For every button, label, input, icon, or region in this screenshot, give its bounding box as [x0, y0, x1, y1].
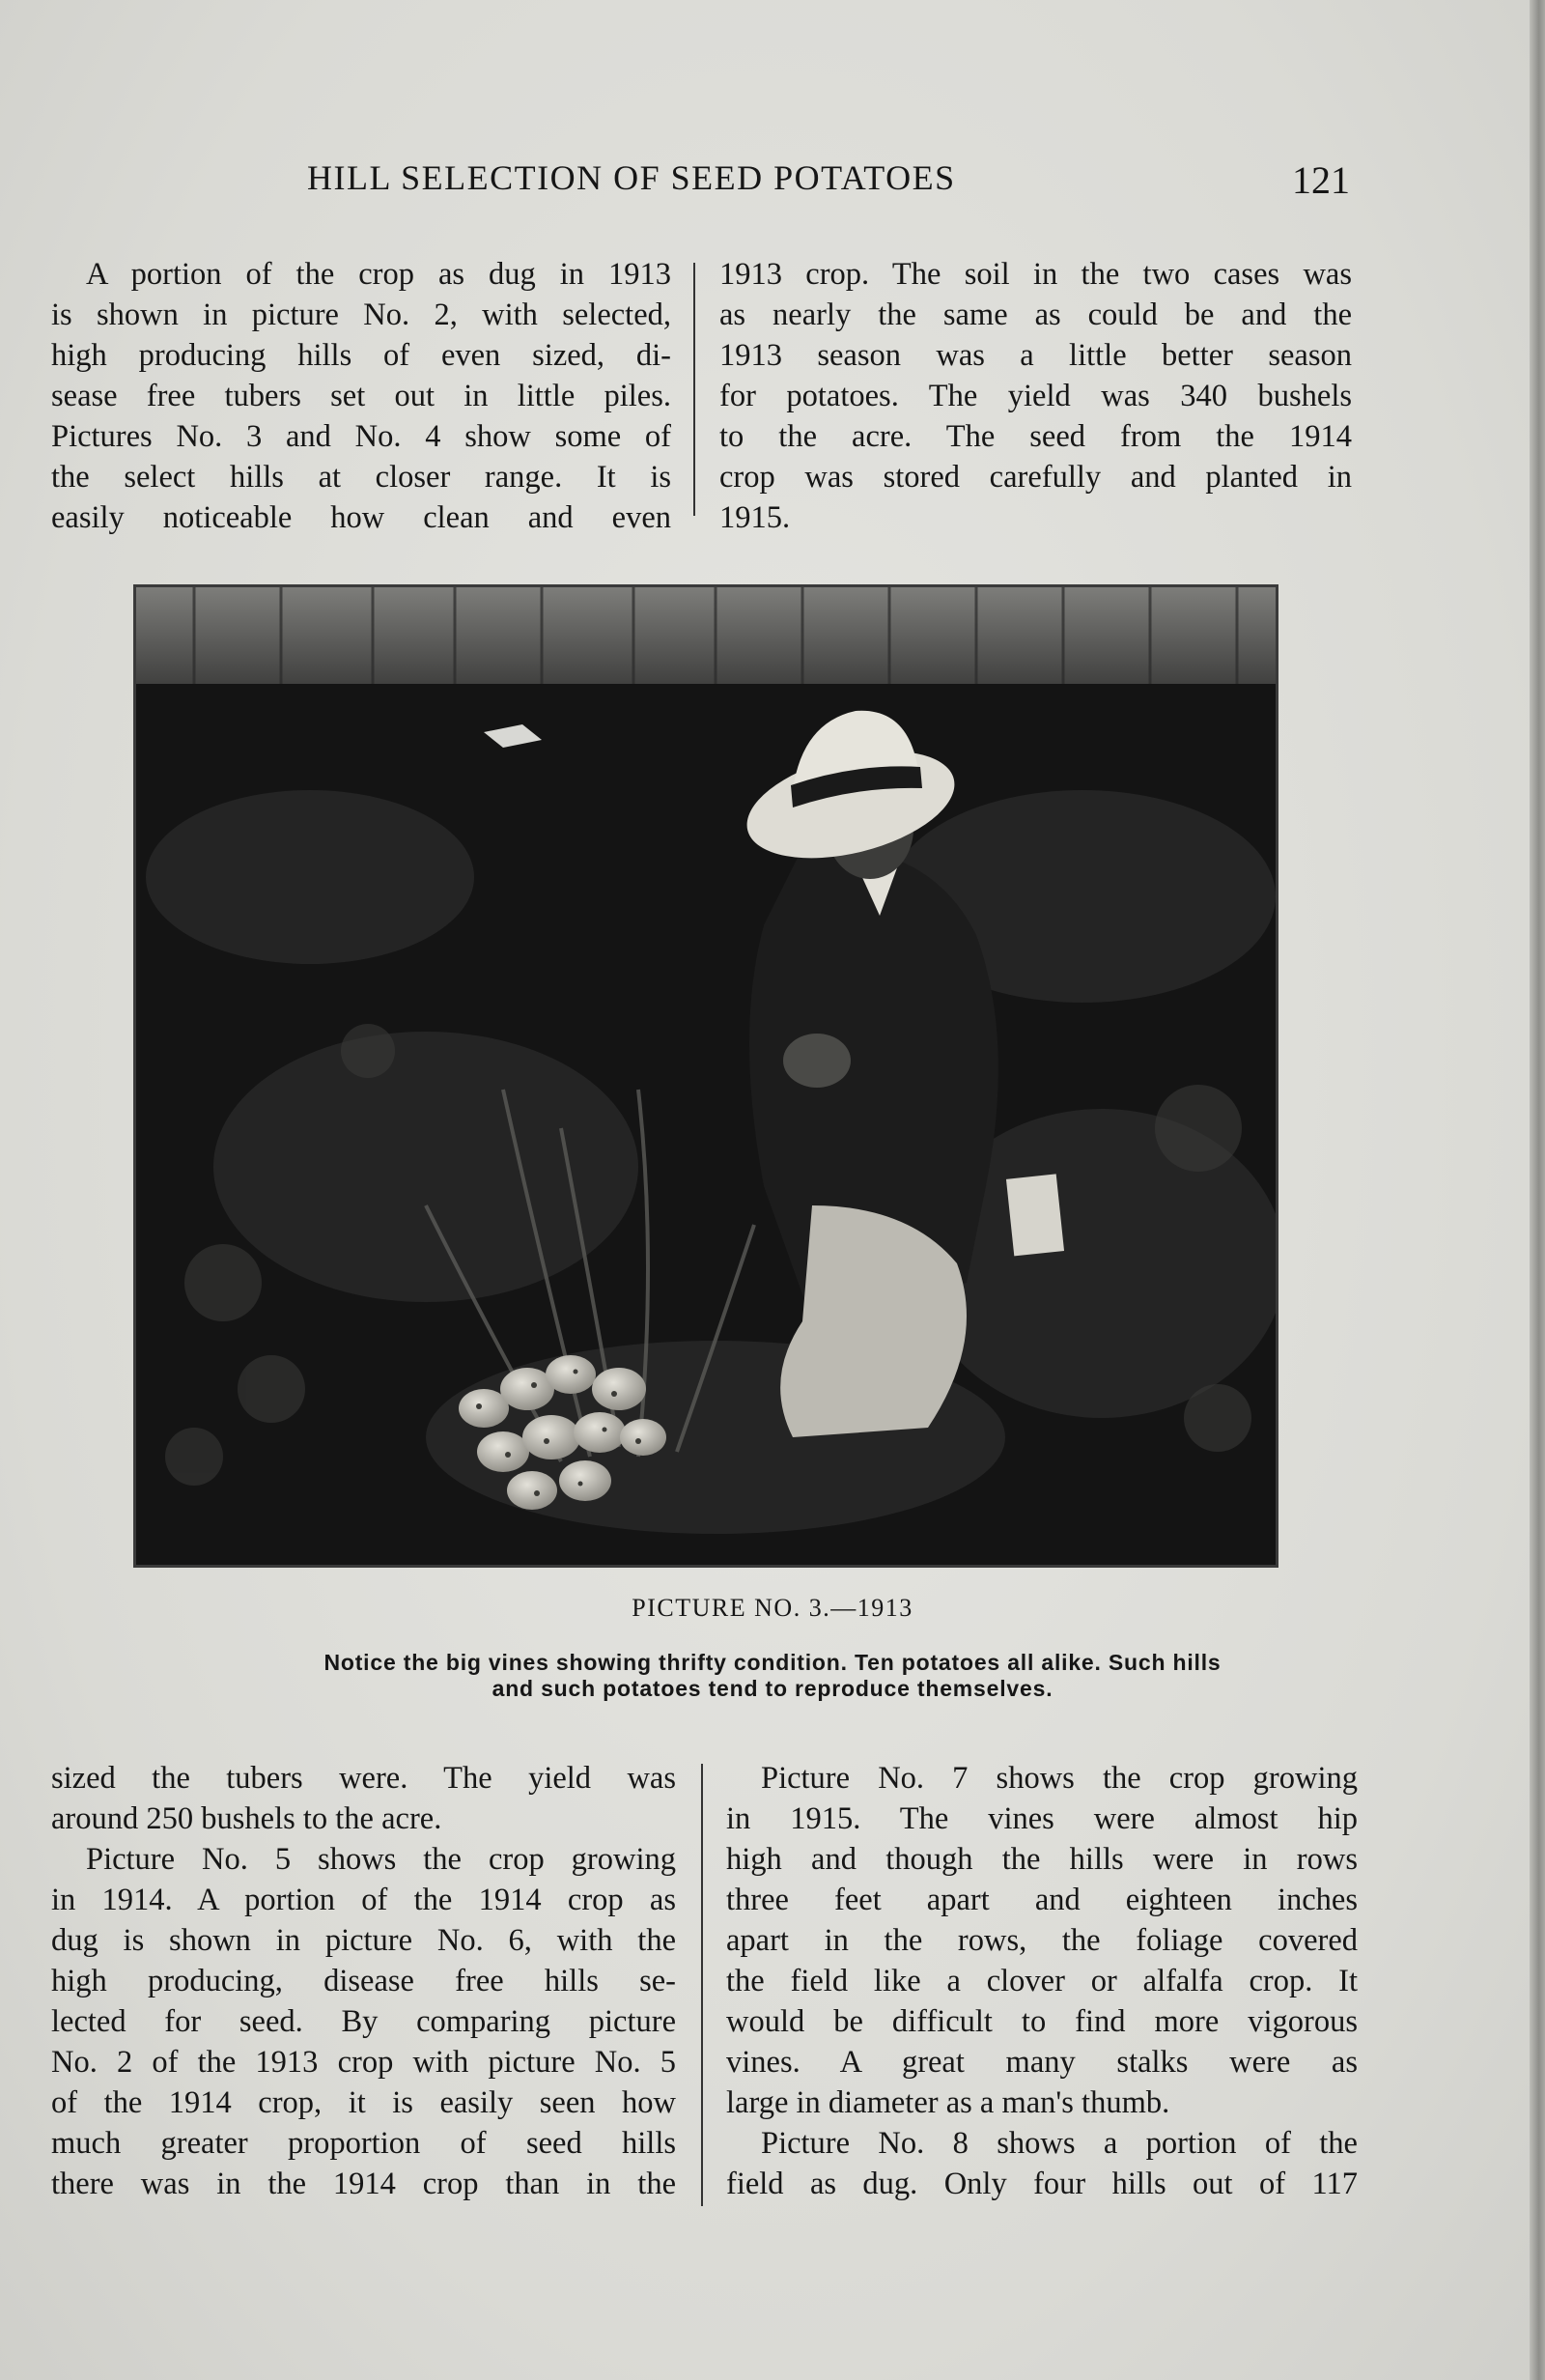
text-line: field as dug. Only four hills out of 117	[726, 2167, 1358, 2201]
text-line: No. 2 of the 1913 crop with picture No. 5	[51, 2045, 676, 2080]
column-divider	[693, 263, 695, 516]
figure-caption	[97, 1650, 1448, 1702]
text-line: much greater proportion of seed hills	[51, 2126, 676, 2161]
text-line: around 250 bushels to the acre.	[51, 1801, 442, 1836]
text-line: apart in the rows, the foliage covered	[726, 1923, 1358, 1958]
text-column-top-left	[51, 254, 671, 538]
caption-line: and such potatoes tend to reproduce themselves.	[492, 1676, 1053, 1701]
column-divider	[701, 1764, 703, 2206]
text-line: would be difficult to find more vigorous	[726, 2004, 1358, 2039]
text-line: high producing hills of even sized, di-	[51, 338, 671, 373]
text-line: vines. A great many stalks were as	[726, 2045, 1358, 2080]
text-line: three feet apart and eighteen inches	[726, 1883, 1358, 1917]
running-head	[307, 157, 1356, 206]
text-line: easily noticeable how clean and even	[51, 500, 671, 535]
text-line: to the acre. The seed from the 1914	[719, 419, 1352, 454]
text-line: Picture No. 8 shows a portion of the	[761, 2126, 1358, 2161]
text-line: Picture No. 7 shows the crop growing	[761, 1761, 1358, 1796]
paragraph	[51, 1758, 676, 1839]
photograph-man-kneeling-potato-hill	[133, 584, 1278, 1568]
text-line: Picture No. 5 shows the crop growing	[86, 1842, 676, 1877]
text-column-top-right	[719, 254, 1352, 538]
text-line: of the 1914 crop, it is easily seen how	[51, 2085, 676, 2120]
page-number: 121	[1292, 158, 1350, 202]
text-line: as nearly the same as could be and the	[719, 298, 1352, 332]
text-line: 1913 crop. The soil in the two cases was	[719, 257, 1352, 292]
text-line: the select hills at closer range. It is	[51, 460, 671, 495]
text-line: for potatoes. The yield was 340 bushels	[719, 379, 1352, 413]
paragraph	[726, 1758, 1358, 2123]
text-line: in 1914. A portion of the 1914 crop as	[51, 1883, 676, 1917]
text-line: sease free tubers set out in little piles.	[51, 379, 671, 413]
running-title: HILL SELECTION OF SEED POTATOES	[307, 158, 956, 197]
text-column-bottom-left	[51, 1758, 676, 2204]
caption-line: Notice the big vines showing thrifty condition. Ten potatoes all alike. Such hills	[323, 1650, 1222, 1675]
paragraph	[51, 1839, 676, 2204]
text-line: sized the tubers were. The yield was	[51, 1761, 676, 1796]
text-line: A portion of the crop as dug in 1913	[86, 257, 671, 292]
text-line: Pictures No. 3 and No. 4 show some of	[51, 419, 671, 454]
paragraph	[726, 2123, 1358, 2204]
text-line: there was in the 1914 crop than in the	[51, 2167, 676, 2201]
text-line: the field like a clover or alfalfa crop. It	[726, 1964, 1358, 1998]
text-line: large in diameter as a man's thumb.	[726, 2085, 1170, 2120]
text-line: lected for seed. By comparing picture	[51, 2004, 676, 2039]
text-line: high producing, disease free hills se-	[51, 1964, 676, 1998]
paragraph	[51, 254, 671, 538]
figure-title: PICTURE NO. 3.—1913	[632, 1594, 913, 1622]
page-edge-shadow	[1530, 0, 1545, 2380]
text-line: 1913 season was a little better season	[719, 338, 1352, 373]
text-line: dug is shown in picture No. 6, with the	[51, 1923, 676, 1958]
text-column-bottom-right	[726, 1758, 1358, 2204]
wooden-fence	[136, 587, 1276, 694]
text-line: in 1915. The vines were almost hip	[726, 1801, 1358, 1836]
text-line: high and though the hills were in rows	[726, 1842, 1358, 1877]
paragraph	[719, 254, 1352, 538]
seed-label-card	[1006, 1174, 1064, 1256]
text-line: crop was stored carefully and planted in	[719, 460, 1352, 495]
text-line: 1915.	[719, 500, 791, 535]
text-line: is shown in picture No. 2, with selected,	[51, 298, 671, 332]
photo-illustration	[136, 587, 1276, 1565]
